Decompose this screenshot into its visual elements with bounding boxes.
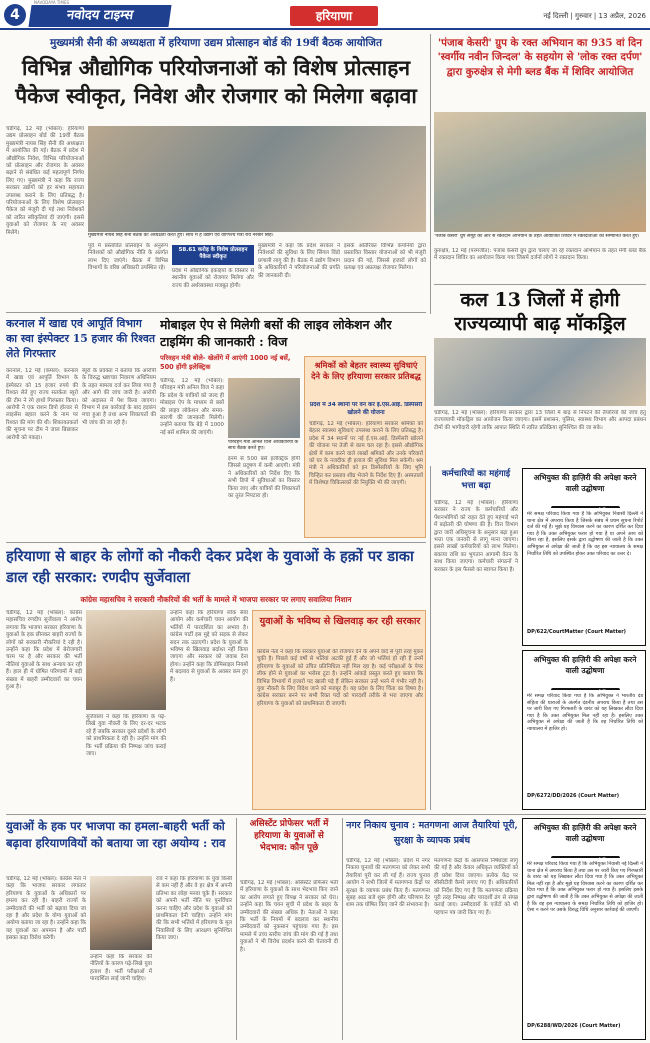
court-notice-1-body: मेरे समक्ष परिवाद किया गया है कि अभियुक्त निवासी दिल्ली ने थाना क्षेत्र में अपराध किया है जिसके संबंध में प्रथम सूचना रिपोर्ट दर्ज की गई है। मुझे यह विश्वास करने का कारण दर्शित कर दिया गया है कि उक्त अभियुक्त फरार हो गया है या अपने आप को छिपा रहा है, इसलिए इसके द्वारा उद्घोषणा की जाती है कि उक्त अभियुक्त से अपेक्षा की जाती है कि वह इस न्यायालय के समक्ष निर्धारित तिथि को उपस्थित होकर उक्त परिवाद का उत्तर दे। — [527, 511, 643, 557]
court-notice-2 — [522, 650, 646, 810]
workers-lead: प्रदेश में 34 स्थानों पर वन कर ई.एस.आई. डिस्पेंसरी खोलने की योजना — [309, 402, 423, 416]
lead-body-col-3: प्रदेश में औद्योगिक इकाइयों के विस्तार से स्थानीय युवाओं को रोजगार मिलेगा और राज्य की अर्थव्यवस्था मजबूत होगी। — [172, 268, 254, 289]
blood-drive-photo — [434, 112, 646, 232]
court-notice-2-pill — [551, 688, 620, 690]
surjewala-inset-headline: युवाओं के भविष्य से खिलवाड़ कर रही सरकार — [259, 616, 421, 627]
arrest-headline: करनाल में खाद्य एवं आपूर्ति विभाग का स्वा इंस्पेक्टर 15 हजार की रिश्वत लेते गिरफ्तार — [6, 317, 156, 360]
court-notice-3-pill-wrap — [523, 848, 646, 858]
blood-drive-headline: 'पंजाब केसरी' ग्रुप के रक्त अभियान का 935 वां दिन 'स्वर्गीय नवीन जिन्दल' के सहयोग से 'लोक रक्त दर्पण' द्वारा कुरुक्षेत्र से मेगी ब्लड बैंक में शिविर आयोजित — [437, 37, 643, 78]
court-notice-2-title: अभियुक्त की हाज़िरी की अपेक्षा करने वाली उद्घोषणा — [533, 655, 637, 675]
court-notice-2-ref: DP/6272/DD/2026 (Court Matter) — [527, 793, 619, 799]
yogesh-body-1: चंडीगढ़, 12 मई (भोबल): कांग्रेस नेता ने कहा कि भाजपा सरकार लगातार हरियाणा के युवाओं के अधिकारों पर हमला कर रही है। बाहरी राज्यों के उम्मीदवारों की भर्ती को बढ़ावा दिया जा रहा है और प्रदेश के योग्य युवाओं को अयोग्य बताया जा रहा है। उन्होंने कहा कि यह युवाओं का अपमान है और पार्टी इसका कड़ा विरोध करेगी। — [6, 876, 86, 942]
surjewala-body-1: चंडीगढ़, 12 मई (भोबल): कांग्रेस महासचिव रणदीप सुर्जेवाला ने आरोप लगाया कि भाजपा सरकार हरियाणा के युवाओं के हक छीनकर बाहरी राज्यों के लोगों को सरकारी नौकरियां दे रही है। उन्होंने कहा कि प्रदेश में बेरोजगारी चरम पर है और सरकार की भर्ती नीतियां युवाओं के साथ अन्याय कर रही हैं। हाल ही में घोषित परिणामों में बड़ी संख्या में बाहरी उम्मीदवारों का चयन हुआ है। — [6, 610, 82, 691]
court-notice-2-pill-wrap — [523, 680, 646, 690]
blood-drive-caption: 'पंजाब केसरी' ग्रुप समूह की ओर से रक्तदान अभियान के तहत आयोजित शिविर में रक्तदाताओं को सम्मानित करते हुए। — [434, 234, 640, 239]
bus-app-body-1: चंडीगढ़, 12 मई (भोबल): परिवहन मंत्री अनिल विज ने कहा कि प्रदेश के यात्रियों को जल्द ही मोबाइल ऐप के माध्यम से बसों की लाइव लोकेशन और समय-सारणी की जानकारी मिलेगी। उन्होंने बताया कि बेड़े में 1000 नई बसें शामिल की जाएंगी। — [160, 378, 224, 436]
elections-headline: नगर निकाय चुनाव : मतगणना आज तैयारियां पूरी, सुरक्षा के व्यापक प्रबंध — [346, 820, 518, 846]
yogesh-photo — [90, 876, 152, 950]
surjewala-body-3: उन्होंने कहा कि हरियाणा लोक सेवा आयोग और कर्मचारी चयन आयोग की भर्तियों में पारदर्शिता का अभाव है। कांग्रेस पार्टी इस मुद्दे को सड़क से लेकर सदन तक उठाएगी। प्रदेश के युवाओं के भविष्य से खिलवाड़ बर्दाश्त नहीं किया जाएगा और सरकार को जवाब देना होगा। उन्होंने कहा कि डोमिसाइल नियमों में बदलाव से युवाओं के अवसर कम हुए हैं। — [170, 610, 248, 683]
masthead-logo — [28, 5, 171, 27]
lead-subhead: 58.61 करोड़ के विशेष प्रोत्साहन पैकेज स्वीकृत — [178, 247, 248, 260]
bus-app-headline: मोबाइल ऐप से मिलेगी बसों की लाइव लोकेशन और टाइमिंग की जानकारी : विज — [160, 317, 392, 349]
court-notice-3-ref: DP/6288/WD/2026 (Court Matter) — [527, 1023, 621, 1029]
rule-bottom-col-1 — [236, 818, 237, 1040]
arrest-body-1: करनाल, 12 मई (कमल): करनाल में खाद्य एवं आपूर्ति विभाग के इंस्पेक्टर को 15 हजार रुपये की रिश्वत लेते हुए राज्य सतर्कता ब्यूरो की टीम ने रंगे हाथों गिरफ्तार किया। आरोपी ने एक राशन डिपो होल्डर से लाइसेंस बहाल करने के नाम पर रिश्वत की मांग की थी। शिकायतकर्ता की सूचना पर टीम ने जाल बिछाकर आरोपी को पकड़ा। — [6, 368, 78, 441]
lead-kicker: मुख्यमंत्री सैनी की अध्यक्षता में हरियाणा उद्यम प्रोत्साहन बोर्ड की 19वीं बैठक आयोजित — [50, 37, 382, 49]
elections-body-2: मतगणना केंद्रों के आसपास निषेधाज्ञा लागू की गई है और केवल अधिकृत व्यक्तियों को ही प्रवेश दिया जाएगा। प्रत्येक केंद्र पर सीसीटीवी कैमरे लगाए गए हैं। अधिकारियों को निर्देश दिए गए हैं कि मतगणना प्रक्रिया पूरी तरह निष्पक्ष और पारदर्शी ढंग से संपन्न कराई जाए। उम्मीदवारों के एजेंटों को भी पहचान पत्र जारी किए गए हैं। — [434, 858, 518, 916]
lead-body-col-5: इसके अतिरिक्त विभिन्न कंपनियों द्वारा प्रस्तावित विस्तार योजनाओं को भी मंजूरी प्रदान की गई, जिससे हजारों लोगों को प्रत्यक्ष एवं अप्रत्यक्ष रोजगार मिलेगा। — [344, 243, 426, 272]
masthead-small: NAVODAYA TIMES — [34, 0, 70, 5]
rule-surjewala-top — [6, 542, 426, 543]
dateline: नई दिल्ली | गुरुवार | 13 अप्रैल, 2026 — [543, 12, 646, 20]
surjewala-kicker: कांग्रेस महासचिव ने सरकारी नौकरियों की भर्ती के मामले में भाजपा सरकार पर लगाए सवालिया निशान — [80, 595, 352, 604]
masthead-title: नवोदय टाइम्स — [65, 8, 135, 23]
professor-body: चंडीगढ़, 12 मई (भोबल): असिस्टेंट प्रोफेसर भर्ती में हरियाणा के युवाओं के साथ भेदभाव किए जाने का आरोप लगाते हुए विपक्ष ने सरकार को घेरा। उन्होंने कहा कि चयन सूची में प्रदेश के बाहर के उम्मीदवारों की संख्या अधिक है। नेताओं ने कहा कि भर्ती के नियमों में बदलाव कर स्थानीय उम्मीदवारों को नुकसान पहुंचाया गया है। इस मामले में उच्च स्तरीय जांच की मांग की गई है तथा युवाओं ने भी विरोध प्रदर्शन करने की चेतावनी दी है। — [240, 880, 338, 953]
arrest-body-2: ब्यूरो के प्रवक्ता ने बताया कि आरोपी के विरुद्ध भ्रष्टाचार निवारण अधिनियम के तहत मामला दर्ज कर लिया गया है और आगे की जांच जारी है। आरोपी को अदालत में पेश किया जाएगा। विभाग में इस कार्रवाई के बाद हड़कंप मचा हुआ है तथा अन्य शिकायतों की भी जांच की जा रही है। — [82, 368, 156, 426]
surjewala-inset-body: कांग्रेस नेता ने कहा कि सरकार युवाओं को रोजगार देने के अपने वादे से पूरी तरह मुकर चुकी है। पिछले कई वर्षों से भर्तियां अटकी हुई हैं और जो भर्तियां हो रही हैं उनमें हरियाणा के युवाओं को उचित प्रतिनिधित्व नहीं मिल रहा है। कई परीक्षाओं के पेपर लीक होने से युवाओं का भरोसा टूटा है। उन्होंने आंकड़े प्रस्तुत करते हुए बताया कि विभिन्न विभागों में हजारों पद खाली पड़े हैं लेकिन सरकार उन्हें भरने में गंभीर नहीं है। युवा नौकरी के लिए विदेश जाने को मजबूर हैं। यह प्रदेश के लिए चिंता का विषय है। कांग्रेस सरकार बनने पर सभी रिक्त पदों को पारदर्शी तरीके से भरा जाएगा और हरियाणा के युवाओं को प्राथमिकता दी जाएगी। — [257, 649, 423, 707]
workers-headline: श्रमिकों को बेहतर स्वास्थ्य सुविधाएं देने के लिए हरियाणा सरकार प्रतिबद्ध — [311, 360, 421, 381]
lead-headline: विभिन्न औद्योगिक परियोजनाओं को विशेष प्रोत्साहन पैकेज स्वीकृत, निवेश और रोजगार को मिलेगा बढ़ावा — [15, 55, 417, 108]
lead-body-col-2: पूर्व में प्रस्तावित प्रोत्साहन के अनुरूप निवेशकों को औद्योगिक नीति के अंतर्गत लाभ दिए जाएंगे। बैठक में विभिन्न विभागों के वरिष्ठ अधिकारी उपस्थित रहे। — [88, 243, 168, 272]
bus-app-photo — [228, 378, 300, 438]
rule-arrest-top — [6, 312, 426, 313]
mockdrill-headline: कल 13 जिलों में होगी राज्यव्यापी बाढ़ मॉकड्रिल — [454, 289, 626, 335]
court-notice-3-body: मेरे समक्ष परिवाद किया गया है कि अभियुक्त निवासी नई दिल्ली ने थाना क्षेत्र में अपराध किया है तथा उस पर जारी किए गए गिरफ्तारी के वारंट को यह लिखकर लौटा दिया गया है कि उक्त अभियुक्त मिल नहीं रहा है और मुझे यह विश्वास करने का कारण दर्शित कर दिया गया है कि उक्त अभियुक्त फरार हो गया है। इसलिए इसके द्वारा उद्घोषणा की जाती है कि उक्त अभियुक्त से अपेक्षा की जाती है कि वह इस न्यायालय के समक्ष निर्धारित तिथि को हाजिर हो। ऐसा न करने पर उसके विरुद्ध विधि अनुसार कार्रवाई की जाएगी। — [527, 861, 643, 914]
surjewala-photo — [86, 610, 166, 710]
mockdrill-photo — [434, 338, 646, 406]
court-notice-1-ref: DP/622/CourtMatter (Court Matter) — [527, 629, 626, 635]
elections-body-1: चंडीगढ़, 12 मई (भोबल): प्रदेश में नगर निकाय चुनावों की मतगणना को लेकर सभी तैयारियां पूरी कर ली गई हैं। राज्य चुनाव आयोग ने सभी जिलों में मतगणना केंद्रों पर सुरक्षा के व्यापक प्रबंध किए हैं। मतगणना सुबह आठ बजे शुरू होगी और परिणाम देर शाम तक घोषित किए जाने की संभावना है। — [346, 858, 430, 909]
surjewala-body-2: सुर्जेवाला ने कहा कि हरियाणा के पढ़े-लिखे युवा नौकरी के लिए दर-दर भटक रहे हैं जबकि सरकार दूसरे प्रदेशों के लोगों को प्राथमिकता दे रही है। उन्होंने मांग की कि भर्ती प्रक्रिया की निष्पक्ष जांच कराई जाए। — [86, 714, 166, 758]
court-notice-3-pill — [551, 856, 620, 858]
court-notice-1-pill-wrap — [523, 498, 646, 508]
court-notice-1-pill — [551, 506, 620, 508]
mockdrill-body: चंडीगढ़, 12 मई (भोबल): हरियाणा सरकार द्वारा 13 जिलों में बाढ़ से निपटने की तैयारियों की जांच हेतु राज्यव्यापी मॉकड्रिल का आयोजन किया जाएगा। इसमें प्रशासन, पुलिस, स्वास्थ्य विभाग और आपदा प्रबंधन टीमों की भागीदारी रहेगी ताकि आपात स्थिति में त्वरित प्रतिक्रिया सुनिश्चित की जा सके। — [434, 410, 646, 431]
rule-mockdrill-top — [434, 284, 646, 285]
yogesh-body-3: राव ने कहा कि हरियाणा के युवा किसी से कम नहीं हैं और वे हर क्षेत्र में अपनी प्रतिभा का लोहा मनवा चुके हैं। सरकार को अपनी भर्ती नीति पर पुनर्विचार करना चाहिए और प्रदेश के युवाओं को प्राथमिकता देनी चाहिए। उन्होंने मांग की कि सभी भर्तियों में हरियाणा के मूल निवासियों के लिए आरक्षण सुनिश्चित किया जाए। — [156, 876, 232, 942]
court-notice-2-body: मेरे समक्ष परिवाद किया गया है कि अभियुक्त ने भारतीय दंड संहिता की धाराओं के अंतर्गत दंडनीय अपराध किया है तथा उस पर जारी किए गए गिरफ्तारी के वारंट को यह लिखकर लौटा दिया गया है कि उक्त अभियुक्त मिल नहीं रहा है। इसलिए उक्त अभियुक्त से अपेक्षा की जाती है कि वह निर्धारित तिथि को न्यायालय में हाजिर हो। — [527, 693, 643, 732]
rule-bottom-row — [6, 814, 646, 815]
lead-photo-caption: मुख्यमंत्री नायब सिंह सैनी बैठक की अध्यक्षता करते हुए। साथ में हैं उद्योग एवं वाणिज्य मंत्री राव नरबीर सिंह। — [88, 233, 274, 238]
section-label — [290, 6, 378, 26]
lead-photo — [88, 126, 426, 232]
page-number-badge — [4, 4, 26, 26]
lead-subhead-box — [172, 245, 254, 265]
professor-headline: असिस्टेंट प्रोफेसर भर्ती में हरियाणा के युवाओं से भेदभाव: कौन पूछे — [249, 819, 329, 853]
court-notice-1 — [522, 468, 646, 646]
lead-body-col-1: चंडीगढ़, 12 मई (भोबल): हरियाणा उद्यम प्रोत्साहन बोर्ड की 19वीं बैठक मुख्यमंत्री नायब सिंह सैनी की अध्यक्षता में आयोजित की गई। बैठक में प्रदेश में औद्योगिक निवेश, विभिन्न परियोजनाओं को प्रोत्साहन और रोजगार के अवसर बढ़ाने से संबंधित कई महत्वपूर्ण निर्णय लिए गए। मुख्यमंत्री ने कहा कि राज्य सरकार उद्योगों को हर संभव सहायता उपलब्ध कराने के लिए प्रतिबद्ध है। परियोजनाओं के लिए विशेष प्रोत्साहन पैकेज को मंजूरी दी गई तथा निवेशकों को त्वरित स्वीकृतियां दी जाएंगी। इससे युवाओं को रोजगार के नए अवसर मिलेंगे। — [6, 126, 84, 236]
surjewala-headline: हरियाणा से बाहर के लोगों को नौकरी देकर प्रदेश के युवाओं के हक़ों पर डाका डाल रही सरकार: रणदीप सुर्जेवाला — [6, 548, 414, 586]
rule-bottom-col-2 — [342, 818, 343, 1040]
bus-app-subhead: परिवहन मंत्री बोले- खेलोंगे में आएंगी 1000 नई बसें, 500 होंगी इलेक्ट्रिक — [160, 354, 291, 371]
bus-app-body-2: इनमें से 500 बसें इलेक्ट्रिक होंगी जिससे प्रदूषण में कमी आएगी। मंत्री ने अधिकारियों को निर्देश दिए कि सभी डिपो में सुविधाओं का विस्तार किया जाए और यात्रियों की शिकायतों का तुरंत निपटारा हो। — [228, 456, 300, 500]
workers-box — [304, 356, 426, 538]
workers-body: चंडीगढ़, 12 मई (भोबल): हरियाणा सरकार श्रमिकों को बेहतर स्वास्थ्य सुविधाएं उपलब्ध कराने के लिए प्रतिबद्ध है। प्रदेश में 34 स्थानों पर नई ई.एस.आई. डिस्पेंसरी खोलने की योजना पर तेजी से काम चल रहा है। इससे औद्योगिक क्षेत्रों में काम करने वाले लाखों श्रमिकों और उनके परिवारों को घर के नजदीक ही इलाज की सुविधा मिल सकेगी। श्रम मंत्री ने अधिकारियों को इन डिस्पेंसरियों के लिए भूमि चिन्हित कर प्रस्ताव शीघ्र भेजने के निर्देश दिए हैं। अस्पतालों में विशेषज्ञ चिकित्सकों की नियुक्ति भी की जाएगी। — [309, 421, 423, 487]
lead-body-col-4: मुख्यमंत्री ने कहा कि प्रदेश सरकार ने निवेशकों की सुविधा के लिए सिंगल विंडो प्रणाली लागू की है। बैठक में उद्योग विभाग के अधिकारियों ने परियोजनाओं की प्रगति की जानकारी दी। — [258, 243, 340, 279]
allowance-body: चंडीगढ़, 12 मई (भोबल): हरियाणा सरकार ने राज्य के कर्मचारियों और पेंशनभोगियों को राहत देते हुए महंगाई भत्ते में बढ़ोतरी की घोषणा की है। वित्त विभाग द्वारा जारी अधिसूचना के अनुसार बढ़ा हुआ भत्ता एक जनवरी से लागू माना जाएगा। इससे लाखों कर्मचारियों को लाभ मिलेगा। बकाया राशि का भुगतान आगामी वेतन के साथ किया जाएगा। कर्मचारी संगठनों ने सरकार के इस फैसले का स्वागत किया है। — [434, 500, 518, 573]
yogesh-headline: युवाओं के हक पर भाजपा का हमला-बाहरी भर्ती को बढ़ावा हरियाणवियों को बताया जा रहा अयोग्य : राव — [6, 819, 226, 850]
court-notice-3 — [522, 818, 646, 1040]
column-divider — [430, 34, 431, 314]
bus-app-caption: परिवहन मंत्री अनिल विज अधिकारियों के साथ बैठक करते हुए। — [228, 440, 299, 451]
rule-allowance-left — [430, 466, 431, 810]
court-notice-3-title: अभियुक्त की हाज़िरी की अपेक्षा करने वाली उद्घोषणा — [533, 823, 637, 843]
surjewala-inset-box — [252, 610, 426, 810]
allowance-headline: कर्मचारियों का महंगाई भत्ता बढ़ा — [441, 469, 511, 491]
section-title: हरियाणा — [315, 9, 353, 23]
page-number: 4 — [10, 7, 20, 23]
yogesh-body-2: उन्होंने कहा कि सरकार की नीतियों के कारण पढ़े-लिखे युवा हताश हैं। भर्ती परीक्षाओं में पारदर्शिता लाई जानी चाहिए। — [90, 954, 152, 983]
court-notice-1-title: अभियुक्त की हाज़िरी की अपेक्षा करने वाली उद्घोषणा — [533, 473, 637, 493]
blood-drive-body: कुरुक्षेत्र, 12 मई (परमजीत): पंजाब केसरी ग्रुप द्वारा चलाए जा रहे रक्तदान अभियान के तहत मेगी ब्लड बैंक में रक्तदान शिविर का आयोजन किया गया जिसमें दर्जनों लोगों ने रक्तदान किया। — [434, 248, 646, 262]
masthead-bar — [0, 0, 650, 30]
